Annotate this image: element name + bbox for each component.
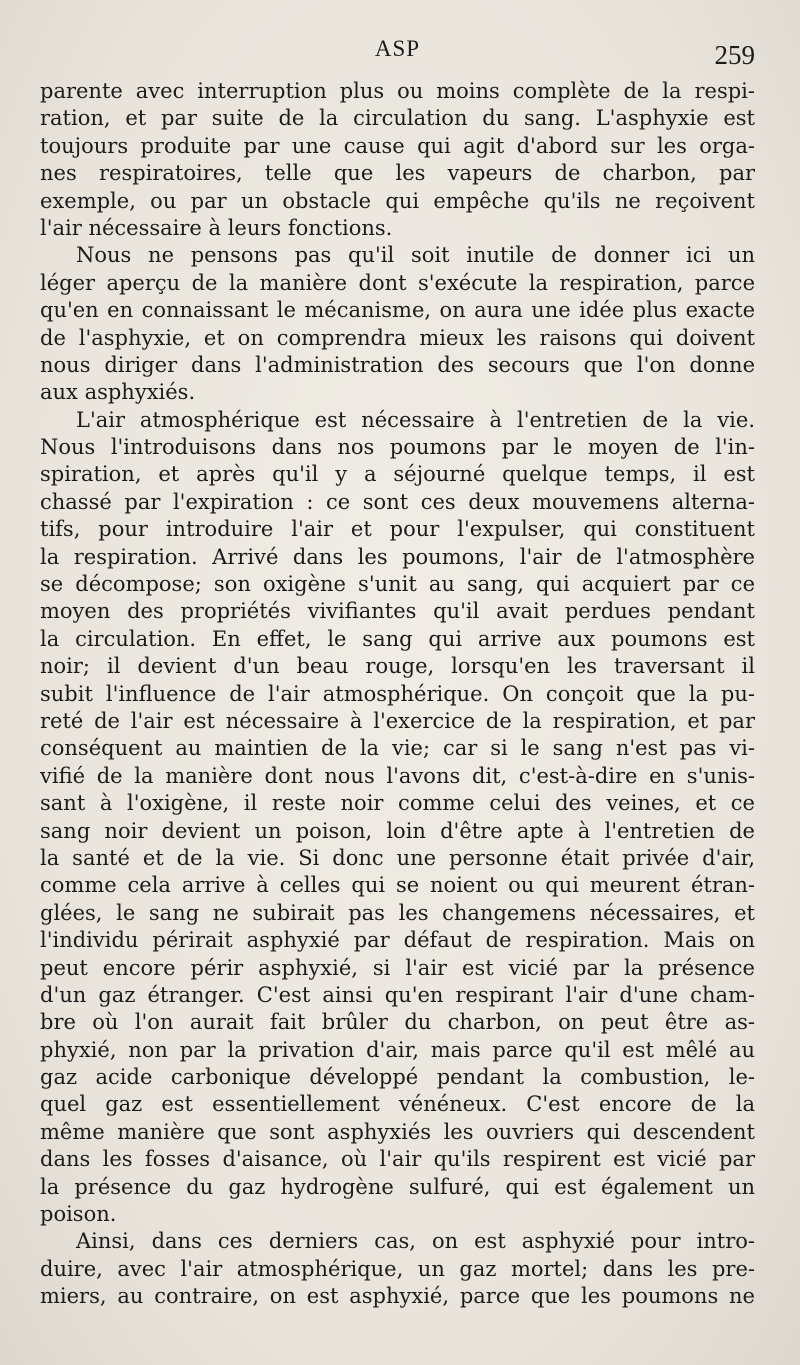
text-line: de l'asphyxie, et on comprendra mieux les raisons qui doivent xyxy=(40,325,755,350)
text-line: nes respiratoires, telle que les vapeurs de charbon, par xyxy=(40,161,755,186)
text-line: exemple, ou par un obstacle qui empêche qu'ils ne reçoivent xyxy=(40,188,755,213)
text-line: qu'en en connaissant le mécanisme, on aura une idée plus exacte xyxy=(40,298,755,323)
text-line: L'air atmosphérique est nécessaire à l'entretien de la vie. xyxy=(76,407,755,432)
text-line: quel gaz est essentiellement vénéneux. C'est encore de la xyxy=(40,1092,755,1117)
text-line: Ainsi, dans ces derniers cas, on est asphyxié pour intro- xyxy=(76,1229,755,1254)
text-line: léger aperçu de la manière dont s'exécute la respiration, parce xyxy=(40,270,755,295)
text-line: phyxié, non par la privation d'air, mais parce qu'il est mêlé au xyxy=(40,1037,755,1062)
text-line: aux asphyxiés. xyxy=(40,380,196,405)
paragraph xyxy=(40,78,755,242)
text-line: tifs, pour introduire l'air et pour l'expulser, qui constituent xyxy=(40,517,755,542)
text-line: miers, au contraire, on est asphyxié, parce que les poumons ne xyxy=(40,1284,755,1309)
text-line: dans les fosses d'aisance, où l'air qu'ils respirent est vicié par xyxy=(40,1147,755,1172)
text-line: l'air nécessaire à leurs fonctions. xyxy=(40,215,393,240)
text-line: Nous l'introduisons dans nos poumons par le moyen de l'in- xyxy=(40,435,755,460)
text-line: comme cela arrive à celles qui se noient ou qui meurent étran- xyxy=(40,873,755,898)
text-line: reté de l'air est nécessaire à l'exercice de la respiration, et par xyxy=(40,708,755,733)
text-line: l'individu périrait asphyxié par défaut de respiration. Mais on xyxy=(40,928,755,953)
text-line: glées, le sang ne subirait pas les changemens nécessaires, et xyxy=(40,900,755,925)
text-line: noir; il devient d'un beau rouge, lorsqu'en les traversant il xyxy=(40,654,755,679)
text-line: ration, et par suite de la circulation du sang. L'asphyxie est xyxy=(40,106,755,131)
text-line: Nous ne pensons pas qu'il soit inutile de donner ici un xyxy=(76,243,755,268)
text-line: bre où l'on aurait fait brûler du charbon, on peut être as- xyxy=(40,1010,755,1035)
paragraph xyxy=(40,1228,755,1310)
text-line: chassé par l'expiration : ce sont ces deux mouvemens alterna- xyxy=(40,489,755,514)
paragraph xyxy=(40,407,755,1229)
text-line: se décompose; son oxigène s'unit au sang, qui acquiert par ce xyxy=(40,572,755,597)
text-line: gaz acide carbonique développé pendant la combustion, le- xyxy=(40,1065,755,1090)
text-line: la respiration. Arrivé dans les poumons, l'air de l'atmosphère xyxy=(40,544,755,569)
text-line: la santé et de la vie. Si donc une personne était privée d'air, xyxy=(40,845,755,870)
page-number: 259 xyxy=(714,40,755,70)
text-line: peut encore périr asphyxié, si l'air est vicié par la présence xyxy=(40,955,755,980)
text-line: subit l'influence de l'air atmosphérique. On conçoit que la pu- xyxy=(40,681,755,706)
text-line: parente avec interruption plus ou moins complète de la respi- xyxy=(40,79,755,103)
text-line: toujours produite par une cause qui agit d'abord sur les orga- xyxy=(40,133,755,158)
text-line: vifié de la manière dont nous l'avons dit, c'est-à-dire en s'unis- xyxy=(40,763,755,788)
text-line: moyen des propriétés vivifiantes qu'il avait perdues pendant xyxy=(40,599,755,624)
text-line: sang noir devient un poison, loin d'être apte à l'entretien de xyxy=(40,818,755,843)
text-line: duire, avec l'air atmosphérique, un gaz mortel; dans les pre- xyxy=(40,1256,755,1281)
text-line: même manière que sont asphyxiés les ouvriers qui descendent xyxy=(40,1119,755,1144)
text-line: conséquent au maintien de la vie; car si le sang n'est pas vi- xyxy=(40,736,755,761)
text-line: la présence du gaz hydrogène sulfuré, qui est également un xyxy=(40,1174,755,1199)
paragraph xyxy=(40,242,755,406)
text-line: nous diriger dans l'administration des secours que l'on donne xyxy=(40,352,755,377)
running-head: ASP xyxy=(374,36,421,61)
text-line: poison. xyxy=(40,1202,117,1227)
page-header xyxy=(40,36,755,72)
text-line: la circulation. En effet, le sang qui arrive aux poumons est xyxy=(40,626,755,651)
text-line: spiration, et après qu'il y a séjourné quelque temps, il est xyxy=(40,462,755,487)
text-line: sant à l'oxigène, il reste noir comme celui des veines, et ce xyxy=(40,791,755,816)
body-text xyxy=(40,78,755,1311)
text-line: d'un gaz étranger. C'est ainsi qu'en respirant l'air d'une cham- xyxy=(40,982,755,1007)
